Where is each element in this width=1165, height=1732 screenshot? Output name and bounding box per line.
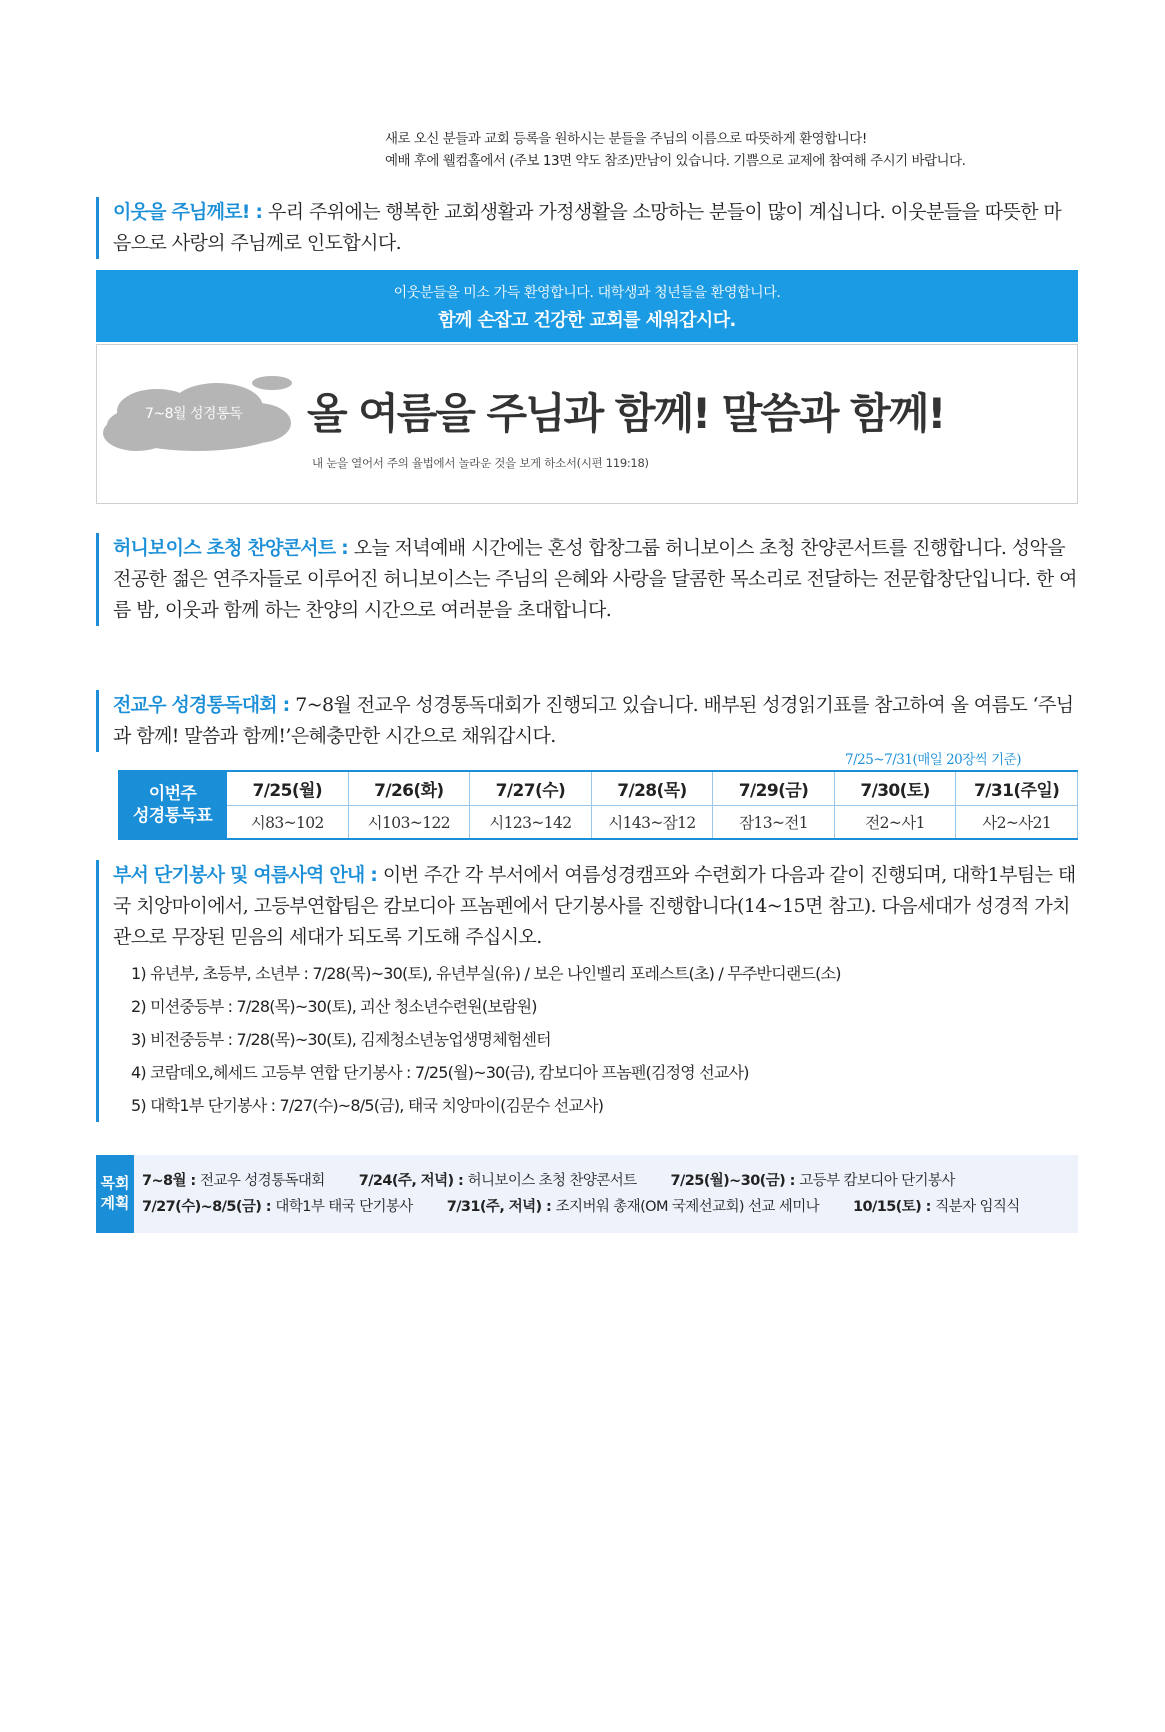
schedule-label [119, 771, 227, 839]
banner-line-2: 함께 손잡고 건강한 교회를 세워갑시다. [438, 310, 736, 331]
schedule-day: 7/30(토) [834, 771, 956, 805]
list-item: 4) 코람데오,헤세드 고등부 연합 단기봉사 : 7/25(월)~30(금), 캄보디아 프놈펜(김정영 선교사) [131, 1063, 749, 1082]
schedule-reading: 시143~잠12 [591, 805, 713, 839]
schedule-day-row [119, 771, 1078, 805]
plan-event [142, 1169, 325, 1190]
plan-label-line-2: 계획 [100, 1194, 130, 1212]
reading-schedule-table [118, 770, 1078, 840]
plan-label-line-1: 목회 [100, 1174, 130, 1192]
welcome-notice [385, 128, 1085, 172]
service-item-list [113, 957, 1078, 1122]
service-body: 이번 주간 각 부서에서 여름성경캠프와 수련회가 다음과 같이 진행되며, 대학1부팀는 태국 치앙마이에서, 고등부연합팀은 캄보디아 프놈펜에서 단기봉사를 진행합니다(14~15면 참고). 다음세대가 성경적 가치관으로 무장된 믿음의 세대가 되도록 기도해 주십시오. [113, 864, 1076, 948]
plan-row-1 [142, 1169, 1050, 1195]
plan-event-date: 7/31(주, 저녁) : [446, 1199, 556, 1215]
bible-reading-section [96, 690, 1078, 752]
plan-event [853, 1195, 1020, 1216]
schedule-day: 7/26(화) [348, 771, 470, 805]
plan-rows [142, 1169, 1050, 1221]
schedule-reading: 시83~102 [227, 805, 349, 839]
plan-event [142, 1195, 413, 1216]
welcome-banner [96, 270, 1078, 342]
service-heading: 부서 단기봉사 및 여름사역 안내 : [113, 864, 383, 886]
plan-event-text: 전교우 성경통독대회 [200, 1173, 325, 1189]
schedule-day: 7/25(월) [227, 771, 349, 805]
schedule-reading: 시103~122 [348, 805, 470, 839]
welcome-line-1: 새로 오신 분들과 교회 등록을 원하시는 분들을 주님의 이름으로 따뜻하게 환영합니다! [385, 131, 867, 147]
plan-event-text: 대학1부 태국 단기봉사 [275, 1199, 413, 1215]
schedule-day: 7/31(주일) [956, 771, 1078, 805]
plan-event-date: 7/27(수)~8/5(금) : [142, 1199, 276, 1215]
concert-heading: 허니보이스 초청 찬양콘서트 : [113, 537, 354, 559]
plan-event [447, 1195, 819, 1216]
schedule-reading: 시123~142 [470, 805, 592, 839]
promo-verse: 내 눈을 열어서 주의 율법에서 놀라운 것을 보게 하소서(시편 119:18) [312, 456, 649, 470]
list-item: 3) 비전중등부 : 7/28(목)~30(토), 김제청소년농업생명체험센터 [131, 1030, 551, 1049]
concert-section [96, 533, 1078, 626]
reading-range-note: 7/25~7/31(매일 20장씩 기준) [845, 752, 1021, 768]
list-item: 1) 유년부, 초등부, 소년부 : 7/28(목)~30(토), 유년부실(유) / 보은 나인벨리 포레스트(초) / 무주반디랜드(소) [131, 964, 841, 983]
bible-reading-heading: 전교우 성경통독대회 : [113, 694, 296, 716]
plan-event-date: 10/15(토) : [853, 1199, 936, 1215]
schedule-label-line-2: 성경통독표 [132, 806, 213, 827]
plan-event-date: 7~8월 : [142, 1173, 201, 1189]
plan-event-text: 허니보이스 초청 찬양콘서트 [467, 1173, 637, 1189]
ministry-plan [96, 1155, 1078, 1233]
cloud-label: 7~8월 성경통독 [145, 406, 243, 422]
plan-event-text: 조지버워 총재(OM 국제선교회) 선교 세미나 [555, 1199, 820, 1215]
list-item: 5) 대학1부 단기봉사 : 7/27(수)~8/5(금), 태국 치앙마이(김문수 선교사) [131, 1096, 604, 1115]
bible-reading-promo [96, 344, 1078, 504]
plan-row-2 [142, 1195, 1050, 1221]
list-item: 2) 미션중등부 : 7/28(목)~30(토), 괴산 청소년수련원(보람원) [131, 997, 537, 1016]
concert-body: 오늘 저녁예배 시간에는 혼성 합창그룹 허니보이스 초청 찬양콘서트를 진행합니다. 성악을 전공한 젊은 연주자들로 이루어진 허니보이스는 주님의 은혜와 사랑을 달콤한 목소리로 전달하는 전문합창단입니다. 한 여름 밤, 이웃과 함께 하는 찬양의 시간으로 여러분을 초대합니다. [113, 537, 1077, 621]
neighbor-body: 우리 주위에는 행복한 교회생활과 가정생활을 소망하는 분들이 많이 계십니다. 이웃분들을 따뜻한 마음으로 사랑의 주님께로 인도합시다. [113, 201, 1062, 254]
banner-line-1: 이웃분들을 미소 가득 환영합니다. 대학생과 청년들을 환영합니다. [393, 285, 781, 301]
plan-event-date: 7/25(월)~30(금) : [670, 1173, 800, 1189]
plan-event-text: 고등부 캄보디아 단기봉사 [799, 1173, 955, 1189]
promo-title: 올 여름을 주님과 함께! 말씀과 함께! [307, 389, 945, 438]
schedule-reading: 잠13~전1 [713, 805, 835, 839]
schedule-day: 7/28(목) [591, 771, 713, 805]
schedule-reading-row [119, 805, 1078, 839]
neighbor-section [96, 197, 1078, 259]
bible-reading-body: 7~8월 전교우 성경통독대회가 진행되고 있습니다. 배부된 성경읽기표를 참고하여 올 여름도 ‘주님과 함께! 말씀과 함께!’은혜충만한 시간으로 채워갑시다. [113, 694, 1074, 747]
schedule-day: 7/29(금) [713, 771, 835, 805]
neighbor-heading: 이웃을 주님께로! : [113, 201, 268, 223]
plan-event [359, 1169, 637, 1190]
schedule-day: 7/27(수) [470, 771, 592, 805]
plan-event-date: 7/24(주, 저녁) : [358, 1173, 468, 1189]
welcome-line-2: 예배 후에 웰컴홀에서 (주보 13면 약도 참조)만남이 있습니다. 기쁨으로 교제에 참여해 주시기 바랍니다. [385, 153, 966, 169]
plan-event-text: 직분자 임직식 [935, 1199, 1020, 1215]
service-section [96, 860, 1078, 1122]
schedule-reading: 전2~사1 [834, 805, 956, 839]
schedule-label-line-1: 이번주 [148, 784, 197, 805]
plan-event [671, 1169, 955, 1190]
plan-label [96, 1155, 134, 1233]
schedule-reading: 사2~사21 [956, 805, 1078, 839]
